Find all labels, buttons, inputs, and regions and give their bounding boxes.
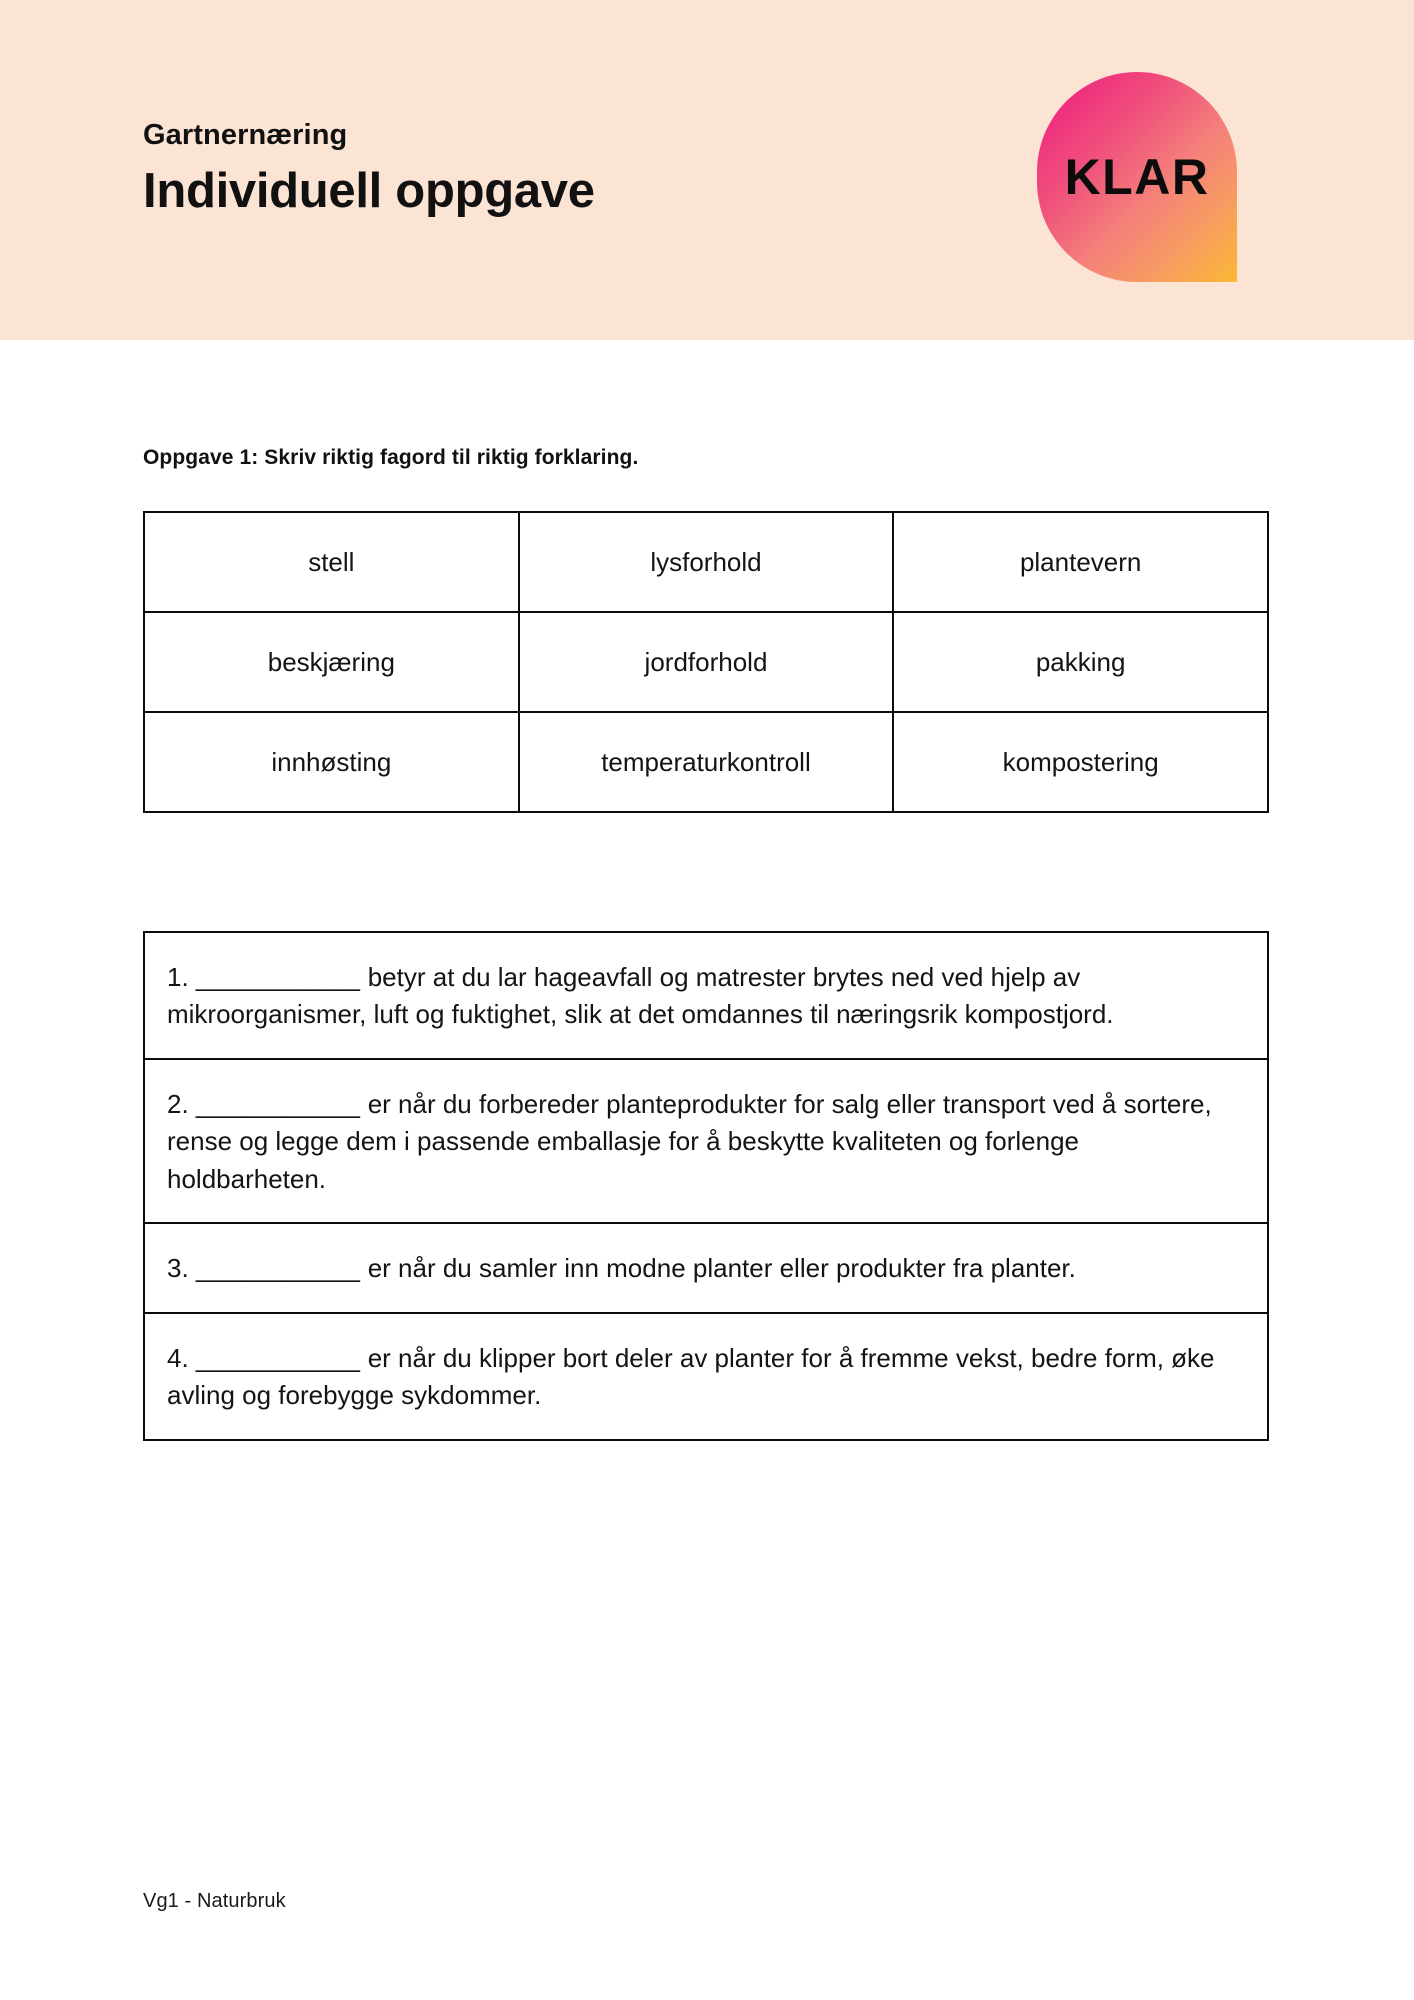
definition-number: 3.: [167, 1253, 189, 1284]
wordbank-cell[interactable]: kompostering: [893, 712, 1268, 812]
page-title: Individuell oppgave: [143, 163, 595, 218]
definition-number: 4.: [167, 1342, 189, 1373]
task-instruction: Oppgave 1: Skriv riktig fagord til riktig forklaring.: [143, 446, 639, 469]
wordbank-cell[interactable]: pakking: [893, 612, 1268, 712]
table-row: [144, 612, 1268, 712]
answer-blank[interactable]: ___________: [195, 1342, 361, 1373]
course-subject-label: Gartnernæring: [143, 119, 348, 151]
definition-text: betyr at du lar hageavfall og matrester brytes ned ved hjelp av mikroorganismer, luft og fuktighet, slik at det omdannes til næringsrik kompostjord.: [167, 962, 1114, 1030]
worksheet-content: [143, 340, 1271, 1441]
table-row: [144, 712, 1268, 812]
wordbank-cell[interactable]: plantevern: [893, 512, 1268, 612]
wordbank-cell[interactable]: beskjæring: [144, 612, 519, 712]
definition-text: er når du forbereder planteprodukter for salg eller transport ved å sortere, rense og legge dem i passende emballasje for å beskytte kvaliteten og forlenge holdbarheten.: [167, 1088, 1212, 1194]
list-item: [145, 933, 1267, 1060]
definition-text: er når du klipper bort deler av planter for å fremme vekst, bedre form, øke avling og forebygge sykdommer.: [167, 1342, 1215, 1411]
definition-number: 1.: [167, 962, 189, 992]
table-row: [144, 512, 1268, 612]
definition-text: er når du samler inn modne planter eller produkter fra planter.: [360, 1253, 1076, 1284]
answer-blank[interactable]: ___________: [195, 962, 361, 992]
list-item: [145, 1060, 1267, 1224]
wordbank-cell[interactable]: lysforhold: [519, 512, 894, 612]
wordbank-cell[interactable]: jordforhold: [519, 612, 894, 712]
page-header: [0, 0, 1414, 340]
list-item: [145, 1224, 1267, 1313]
wordbank-cell[interactable]: stell: [144, 512, 519, 612]
klar-logo: [1037, 72, 1237, 282]
wordbank-body: [144, 512, 1268, 812]
page-footer: Vg1 - Naturbruk: [143, 1890, 286, 1912]
wordbank-cell[interactable]: innhøsting: [144, 712, 519, 812]
wordbank-cell[interactable]: temperaturkontroll: [519, 712, 894, 812]
answer-blank[interactable]: ___________: [195, 1253, 361, 1284]
definitions-list: [143, 931, 1269, 1441]
header-text-block: [143, 120, 595, 217]
list-item: [145, 1314, 1267, 1439]
klar-logo-text: KLAR: [1064, 149, 1210, 205]
wordbank-table: [143, 511, 1269, 813]
definition-number: 2.: [167, 1088, 189, 1119]
answer-blank[interactable]: ___________: [195, 1088, 361, 1119]
